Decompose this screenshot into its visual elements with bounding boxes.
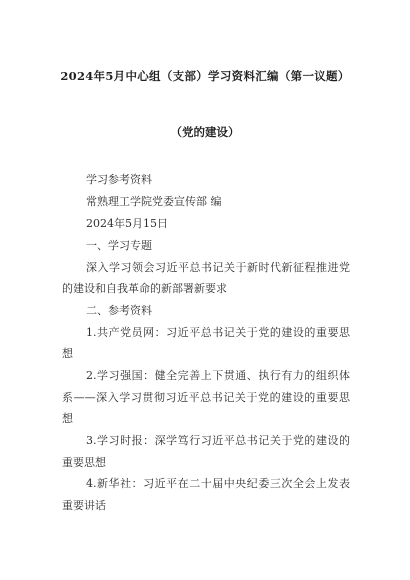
- meta-publisher: 常熟理工学院党委宣传部 编: [86, 195, 222, 208]
- document-subtitle: （党的建设）: [170, 125, 240, 139]
- meta-date: 2024年5月15日: [86, 217, 168, 230]
- reference-item-continued: 重要讲话: [62, 499, 106, 512]
- reference-item-continued: 系——深入学习贯彻习近平总书记关于党的建设的重要思: [62, 391, 350, 404]
- document-title: 2024年5月中心组（支部）学习资料汇编（第一议题）: [60, 69, 350, 83]
- section-heading-references: 二、参考资料: [86, 304, 152, 317]
- reference-item-continued: 重要思想: [62, 456, 106, 469]
- reference-item: 4.新华社：习近平在二十届中央纪委三次全会上发表: [86, 477, 350, 490]
- meta-label: 学习参考资料: [86, 173, 152, 186]
- reference-item: 1.共产党员网：习近平总书记关于党的建设的重要思: [86, 326, 350, 339]
- reference-item-continued: 想: [62, 347, 73, 360]
- reference-item: 2.学习强国：健全完善上下贯通、执行有力的组织体: [86, 369, 350, 382]
- section-heading-topic: 一、学习专题: [86, 239, 152, 252]
- reference-item-continued: 想: [62, 412, 73, 425]
- topic-body-line: 深入学习领会习近平总书记关于新时代新征程推进党: [86, 261, 350, 274]
- reference-item: 3.学习时报：深学笃行习近平总书记关于党的建设的: [86, 434, 350, 447]
- topic-body-line: 的建设和自我革命的新部署新要求: [62, 282, 227, 295]
